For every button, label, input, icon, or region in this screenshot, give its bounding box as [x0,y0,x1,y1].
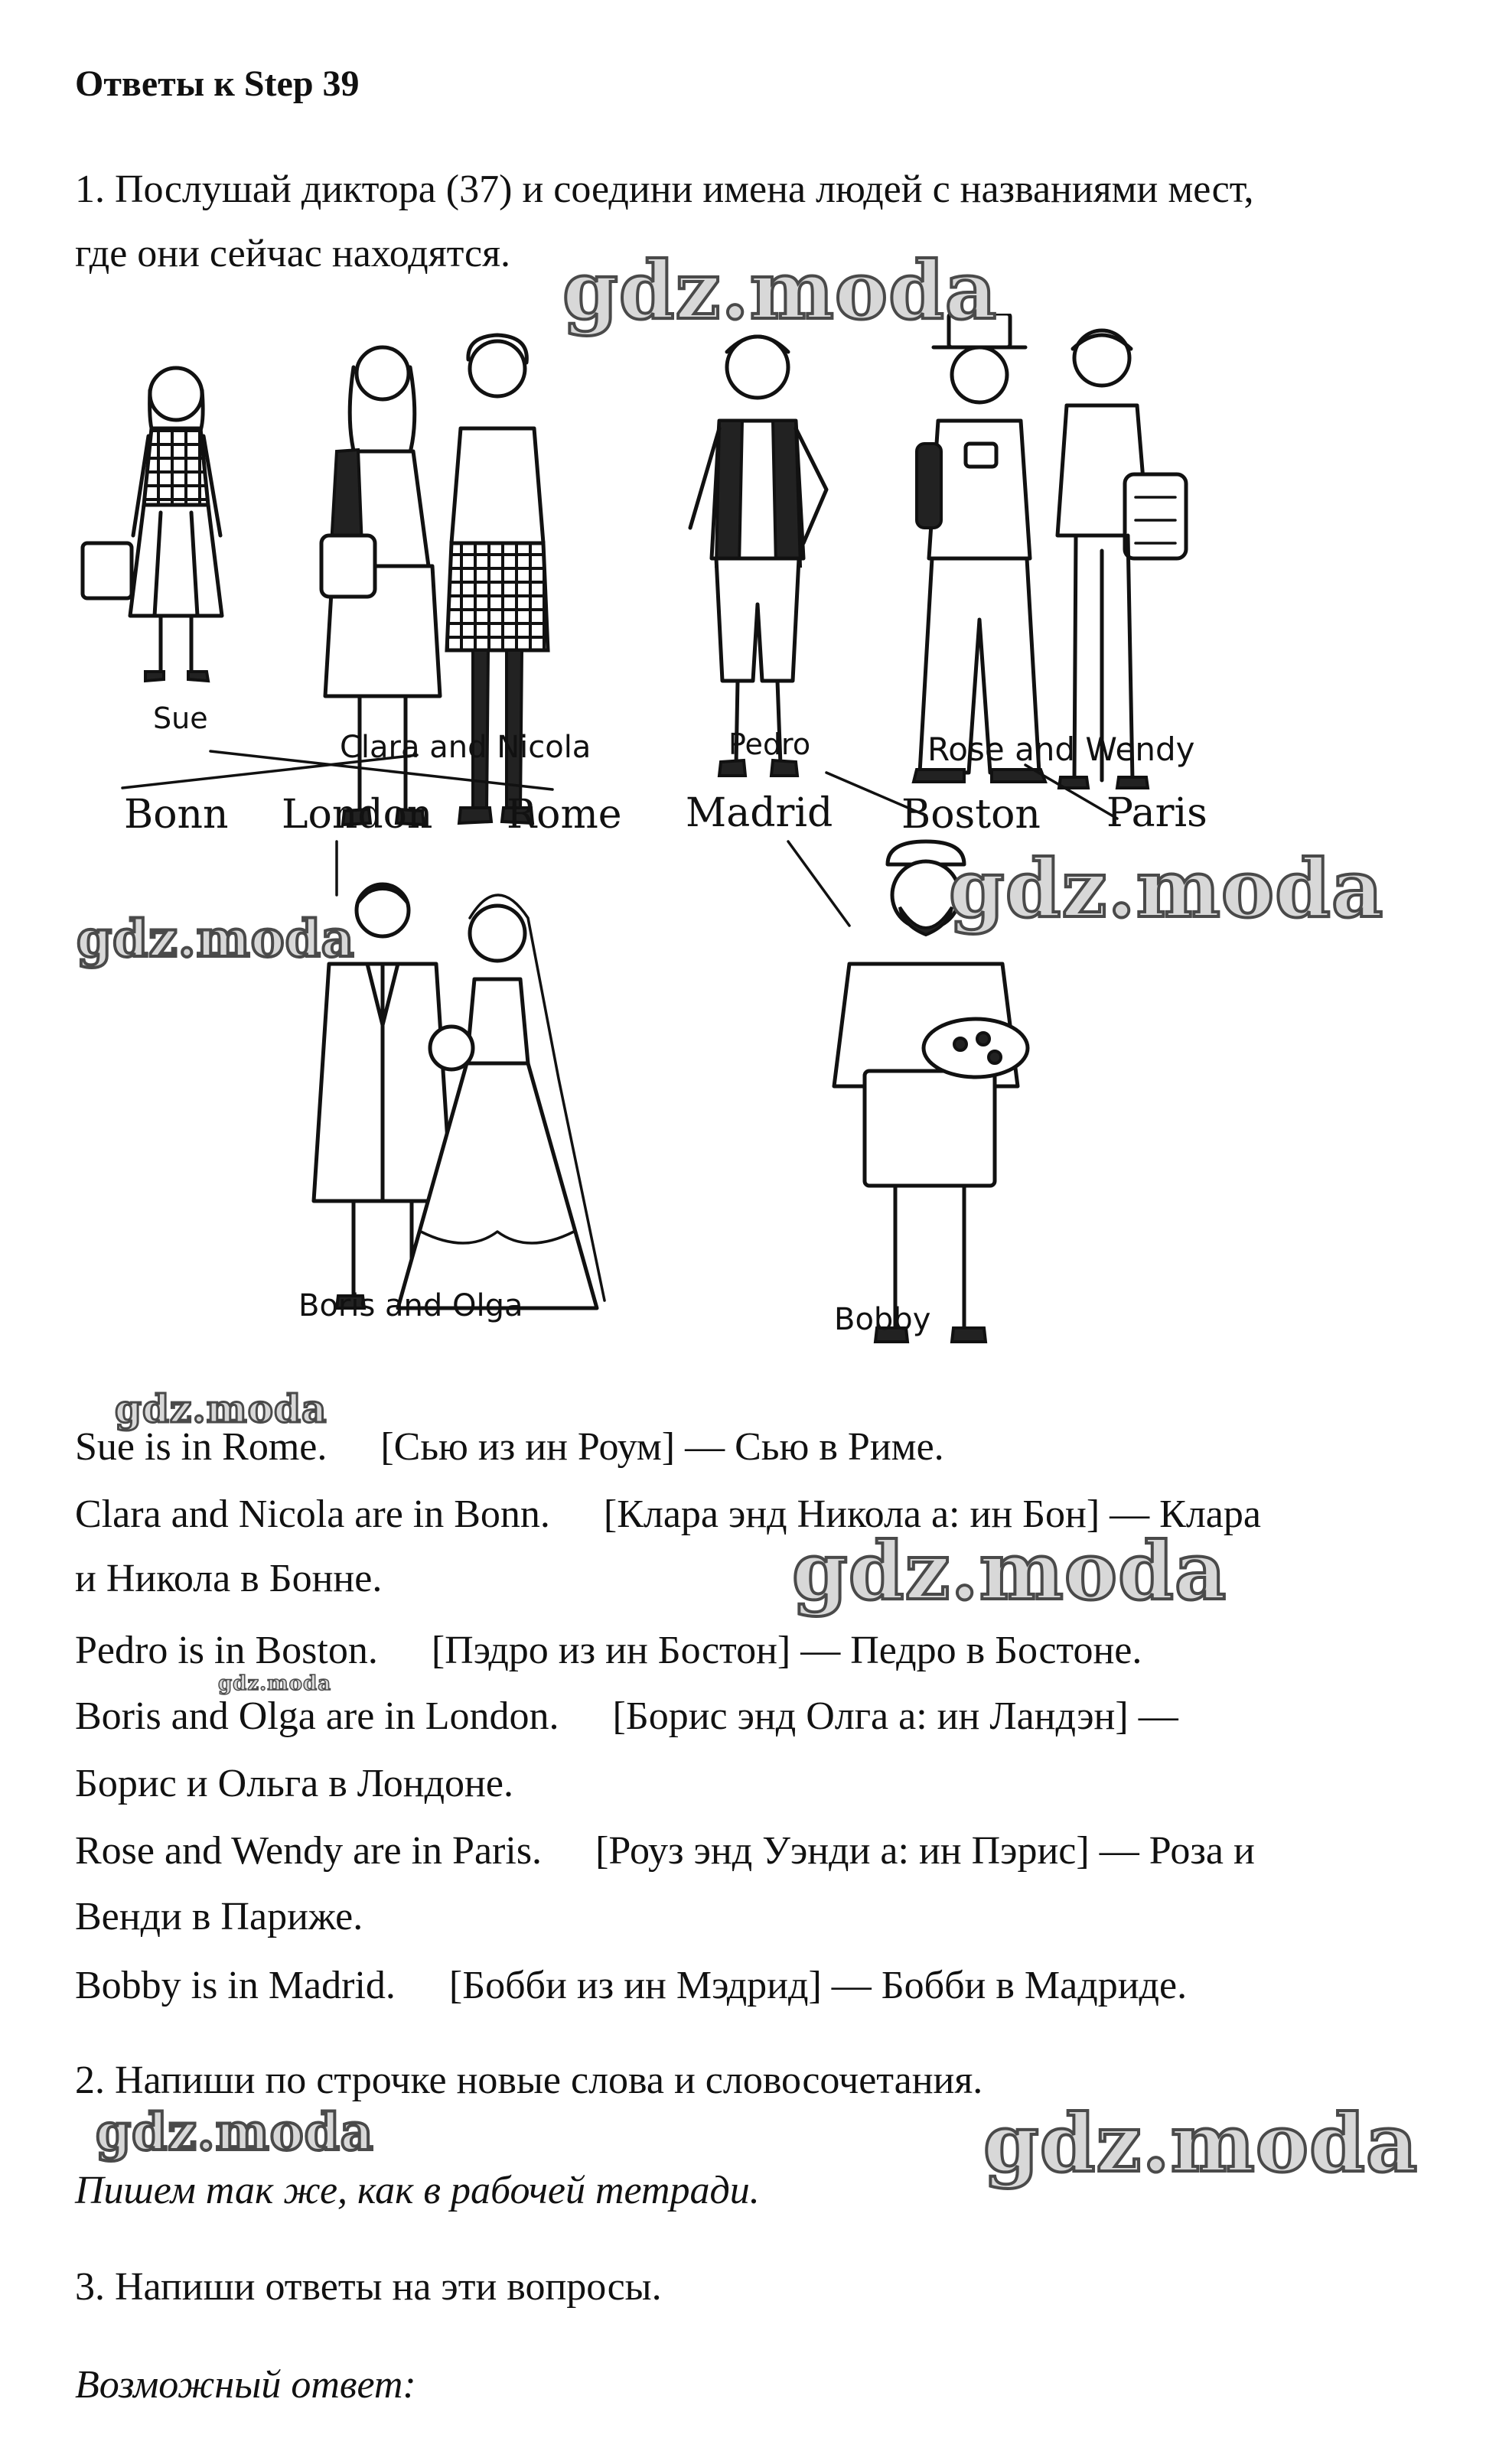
answer-line-4 [75,1628,1142,1674]
answer-line-8: Венди в Париже. [75,1895,363,1938]
answer-line-5 [75,1694,1178,1740]
label-clara-nicola: Clara and Nicola [340,730,591,765]
label-pedro: Pedro [728,727,811,761]
answer-english: Boris and Olga are in London. [75,1694,559,1738]
watermark: gdz.moda [983,2096,1419,2190]
page-title: Ответы к Step 39 [75,63,360,104]
answer-transcription: [Бобби из ин Мэдрид] — Бобби в Мадриде. [448,1964,1188,2007]
pedro-figure [690,337,826,776]
place-london: London [282,792,433,838]
task2-heading: 2. Напиши по строчке новые слова и словосочетания. [75,2059,983,2102]
watermark: gdz.moda [562,243,998,337]
answer-transcription: [Сью из ин Роум] — Сью в Риме. [380,1425,944,1469]
place-madrid: Madrid [686,790,833,836]
place-bonn: Bonn [124,792,229,838]
answer-transcription: [Клара энд Никола а: ин Бон] — Клара [603,1492,1261,1536]
answer-line-7 [75,1828,1255,1874]
answer-line-9 [75,1963,1187,2009]
answer-english: Sue is in Rome. [75,1425,328,1469]
watermark: gdz.moda [792,1524,1227,1618]
label-boris-olga: Boris and Olga [298,1288,523,1323]
label-sue: Sue [153,701,208,735]
place-rome: Rome [507,792,622,838]
label-rose-wendy: Rose and Wendy [927,731,1195,768]
task2-note: Пишем так же, как в рабочей тетради. [75,2169,760,2212]
boris-olga-figure [314,884,605,1308]
task3-note: Возможный ответ: [75,2363,416,2407]
answer-transcription: [Пэдро из ин Бостон] — Педро в Бостоне. [431,1629,1142,1672]
answer-transcription: [Роуз энд Уэнди а: ин Пэрис] — Роза и [595,1829,1255,1873]
watermark: gdz.moda [949,841,1384,936]
answer-line-6: Борис и Ольга в Лондоне. [75,1762,513,1805]
watermark: gdz.moda [115,1386,328,1431]
label-bobby: Bobby [834,1302,931,1337]
task1-instruction-line1: 1. Послушай диктора (37) и соедини имена людей с названиями мест, [75,168,1254,211]
watermark: gdz.moda [96,2102,374,2162]
rose-wendy-figure [914,314,1186,788]
sue-figure [83,368,222,681]
answer-line-1 [75,1424,944,1470]
answer-english: Bobby is in Madrid. [75,1964,396,2007]
place-boston: Boston [901,792,1041,838]
answer-english: Clara and Nicola are in Bonn. [75,1492,550,1536]
watermark: gdz.moda [218,1672,332,1695]
answer-transcription: [Борис энд Олга а: ин Ландэн] — [612,1694,1178,1738]
line-madrid-bobby [788,841,849,926]
answer-english: Pedro is in Boston. [75,1629,378,1672]
place-paris: Paris [1106,790,1207,836]
task3-heading: 3. Напиши ответы на эти вопросы. [75,2265,662,2309]
task1-instruction-line2: где они сейчас находятся. [75,232,511,275]
answer-line-3: и Никола в Бонне. [75,1557,383,1600]
watermark: gdz.moda [77,909,355,968]
answer-english: Rose and Wendy are in Paris. [75,1829,543,1873]
